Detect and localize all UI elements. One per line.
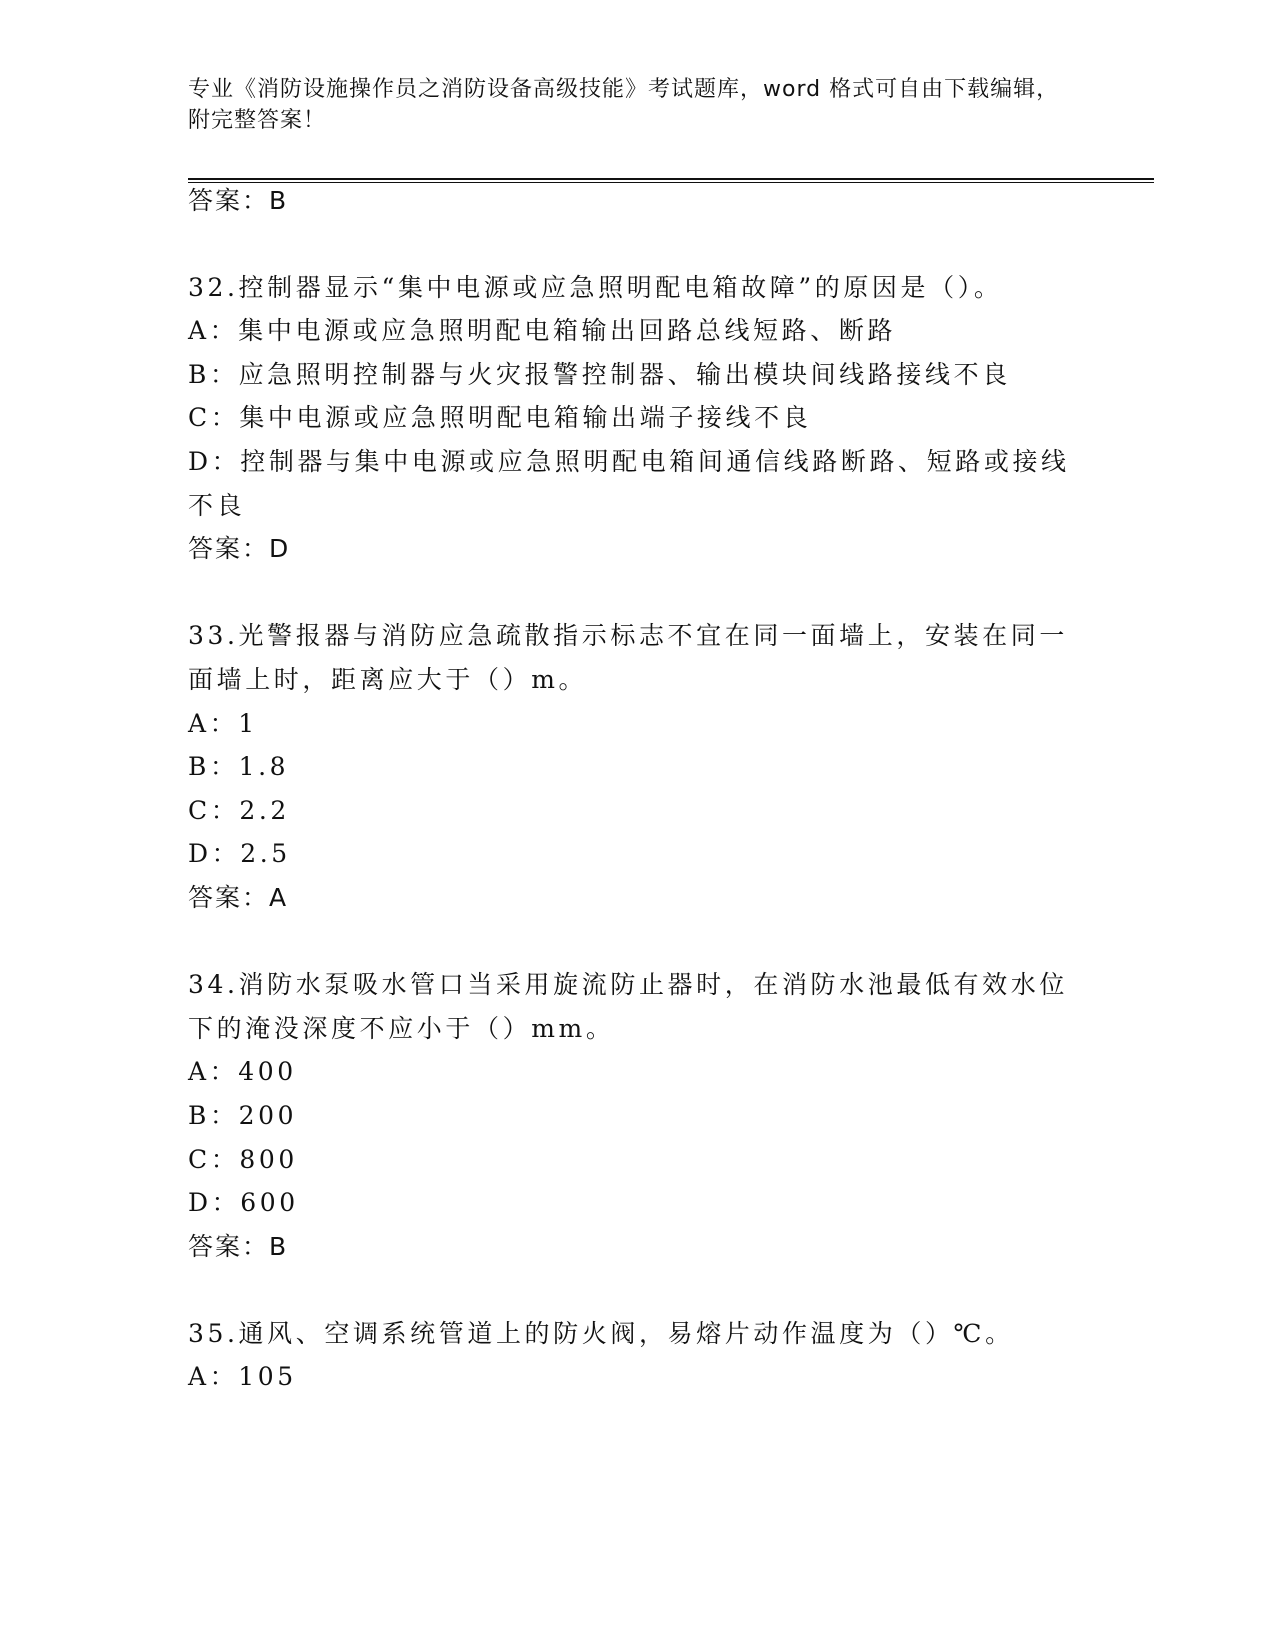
option-a: A：集中电源或应急照明配电箱输出回路总线短路、断路 bbox=[188, 316, 897, 345]
question-stem-continued: 面墙上时，距离应大于（）m。 bbox=[188, 665, 588, 694]
option-b: B：1.8 bbox=[188, 752, 290, 781]
option-d: D：2.5 bbox=[188, 839, 291, 868]
answer-line: 答案：B bbox=[188, 186, 289, 215]
option-b: B：应急照明控制器与火灾报警控制器、输出模块间线路接线不良 bbox=[188, 360, 1011, 389]
question-stem: 33.光警报器与消防应急疏散指示标志不宜在同一面墙上，安装在同一 bbox=[188, 621, 1068, 650]
option-a: A：400 bbox=[188, 1057, 297, 1086]
option-c: C：800 bbox=[188, 1145, 298, 1174]
page-header: 专业《消防设施操作员之消防设备高级技能》考试题库，word 格式可自由下载编辑，附完整答案！ bbox=[188, 77, 1060, 133]
option-d: D：控制器与集中电源或应急照明配电箱间通信线路断路、短路或接线 bbox=[188, 447, 1070, 476]
option-a: A：105 bbox=[188, 1362, 297, 1391]
question-stem: 32.控制器显示“集中电源或应急照明配电箱故障”的原因是（）。 bbox=[188, 273, 1003, 302]
option-c: C：集中电源或应急照明配电箱输出端子接线不良 bbox=[188, 403, 812, 432]
answer-line: 答案：A bbox=[188, 883, 289, 912]
option-a: A：1 bbox=[188, 709, 258, 738]
header-divider-thin bbox=[188, 182, 1154, 183]
header-divider-thick bbox=[188, 178, 1154, 180]
question-stem: 35.通风、空调系统管道上的防火阀，易熔片动作温度为（）℃。 bbox=[188, 1319, 1014, 1348]
option-c: C：2.2 bbox=[188, 796, 290, 825]
option-d-continued: 不良 bbox=[188, 491, 246, 520]
option-b: B：200 bbox=[188, 1101, 298, 1130]
option-d: D：600 bbox=[188, 1188, 299, 1217]
answer-line: 答案：B bbox=[188, 1232, 289, 1261]
question-stem: 34.消防水泵吸水管口当采用旋流防止器时，在消防水池最低有效水位 bbox=[188, 970, 1068, 999]
question-stem-continued: 下的淹没深度不应小于（）mm。 bbox=[188, 1014, 615, 1043]
answer-line: 答案：D bbox=[188, 534, 291, 563]
